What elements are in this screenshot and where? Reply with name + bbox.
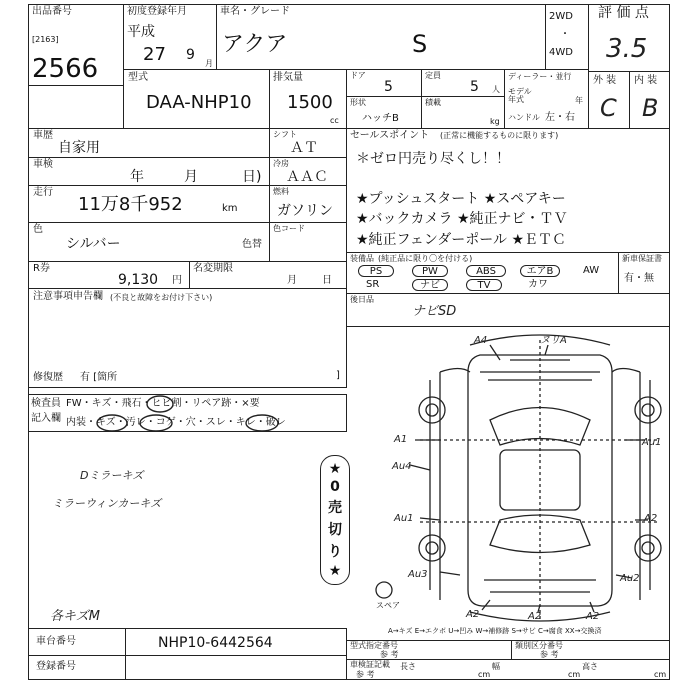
recycle-unit: 円	[172, 275, 182, 286]
doors-label: ドア	[350, 71, 366, 80]
color-change-label: 色替	[242, 239, 262, 250]
classification-ref: 参 考	[540, 650, 559, 659]
damage-mark: A2	[644, 513, 658, 524]
classification-label: 類別区分番号	[515, 641, 563, 650]
doors-value: 5	[384, 79, 393, 95]
damage-mark: A4	[474, 335, 488, 346]
aftermarket-value: ナビSD	[412, 304, 457, 319]
selling-points-label: セールスポイント	[350, 130, 430, 141]
cert-label: 車検証記載	[350, 660, 390, 669]
height-label: 高さ	[582, 662, 598, 671]
ac-value: ＡＡＣ	[286, 169, 328, 185]
wheel	[419, 535, 445, 561]
damage-mark: Au1	[642, 437, 662, 448]
capacity-value: 5	[470, 79, 479, 95]
inspection-day: 日)	[242, 169, 262, 185]
equip-ps: PS	[358, 265, 394, 277]
spare-tire	[376, 582, 392, 598]
wheel	[642, 404, 654, 416]
warranty-label: 新車保証書	[622, 254, 662, 263]
equipment-label: 装備品	[350, 254, 374, 263]
capacity-label: 定員	[425, 71, 441, 80]
capacity-unit: 人	[492, 85, 500, 94]
zero-sale-char: 切	[328, 522, 342, 538]
rating-label: 評 価 点	[598, 5, 649, 21]
type-designation-label: 型式指定番号	[350, 641, 398, 650]
zero-sale-char: り	[328, 544, 342, 560]
damage-mark: Au4	[392, 461, 412, 472]
wheel	[642, 542, 654, 554]
shape-value: ハッチB	[362, 113, 399, 124]
exterior-label: 外 装	[593, 75, 617, 86]
equip-airbag: エアB	[520, 265, 560, 277]
fuel-label: 燃料	[273, 187, 289, 196]
type-designation-ref: 参 考	[380, 650, 399, 659]
color-code-label: 色コード	[273, 224, 305, 233]
damage-mark: Au1	[394, 513, 414, 524]
chassis-label: 車台番号	[36, 636, 76, 647]
chassis-number: NHP10-6442564	[158, 635, 273, 651]
damage-mark: Au3	[408, 569, 428, 580]
dealer-label: ディーラー・並行	[508, 72, 572, 81]
rating-value: 3.5	[606, 34, 648, 64]
wheel	[635, 397, 661, 423]
inspector-label: 検査員	[31, 398, 61, 409]
zero-sale-char: ★	[328, 461, 342, 477]
usage-label: 車歴	[33, 130, 53, 141]
cert-ref: 参 考	[356, 670, 375, 679]
handle-value: 左・右	[545, 112, 575, 123]
tax-day: 日	[322, 275, 332, 286]
lot-code: [2163]	[32, 35, 59, 44]
exterior-grade: C	[600, 94, 617, 122]
shift-value: ＡＴ	[290, 140, 318, 156]
selling-point-line: ★プッシュスタート ★スペアキー	[356, 191, 566, 207]
selling-point-line: ＊ゼロ円売り尽くし！！	[356, 151, 510, 167]
year-unit: 年	[575, 96, 583, 105]
tax-month: 月	[287, 275, 297, 286]
handwritten-note: 各キズM	[50, 609, 100, 624]
handwritten-note: ミラーウィンカーキズ	[52, 497, 162, 510]
grade: S	[412, 30, 428, 58]
drive-2wd: 2WD	[549, 11, 573, 22]
first-reg-label: 初度登録年月	[127, 6, 187, 17]
height-unit: cm	[654, 670, 667, 679]
interior-grade: B	[642, 94, 659, 122]
zero-sale-char: 売	[328, 500, 342, 516]
inspection-month: 月	[184, 169, 198, 185]
equip-abs: ABS	[466, 265, 506, 277]
caution-label: 注意事項申告欄	[33, 291, 103, 302]
wheel	[426, 404, 438, 416]
wheel	[635, 535, 661, 561]
model-value: DAA-NHP10	[146, 92, 252, 113]
equip-pw: PW	[412, 265, 448, 277]
fuel-value: ガソリン	[277, 203, 333, 219]
inspection-year: 年	[130, 169, 144, 185]
caution-note: (不良と故障をお付け下さい)	[110, 293, 213, 302]
zero-sale-char: ★	[328, 563, 342, 579]
load-unit: kg	[490, 117, 500, 126]
lot-number: 2566	[32, 54, 99, 84]
color-value: シルバー	[66, 236, 121, 252]
repair-value: 有 [箇所	[80, 372, 118, 383]
ac-label: 冷房	[273, 159, 289, 168]
equip-sr: SR	[366, 279, 380, 290]
damage-mark: A1	[394, 434, 408, 445]
warranty-value: 有・無	[624, 273, 654, 284]
handle-label: ハンドル	[508, 113, 540, 122]
selling-point-line: ★純正フェンダーポール ★ＥＴＣ	[356, 232, 567, 248]
damage-mark: A2	[586, 611, 600, 622]
damage-mark: A2	[466, 609, 480, 620]
shape-label: 形状	[350, 98, 366, 107]
damage-mark: Au2	[620, 573, 640, 584]
reg-month: 9	[186, 47, 195, 63]
car-right-side	[612, 369, 650, 601]
aftermarket-label: 後日品	[350, 295, 374, 304]
drive-4wd: 4WD	[549, 47, 573, 58]
tax-label: 名変期限	[193, 263, 233, 274]
model-label: 型式	[128, 72, 148, 83]
lot-label: 出品番号	[32, 6, 72, 17]
mileage-label: 走行	[33, 187, 53, 198]
damage-legend: A→キズ E→エクボ U→凹み W→補修跡 S→サビ C→腐食 XX→交換済	[388, 627, 602, 635]
inspection-row-interior: 内装・キズ・汚レ・コゲ・穴・スレ・キレ・破レ	[66, 417, 286, 428]
model-year-label: モデル年式	[508, 87, 532, 104]
cert-cell	[346, 659, 670, 680]
handwritten-note: Dミラーキズ	[80, 469, 144, 482]
drive-dot: ・	[560, 29, 570, 40]
car-left-side	[430, 369, 470, 601]
shift-label: シフト	[273, 130, 297, 139]
displacement-unit: cc	[330, 116, 339, 125]
displacement-label: 排気量	[273, 72, 303, 83]
selling-point-line: ★バックカメラ ★純正ナビ・ＴＶ	[356, 211, 568, 227]
length-unit: cm	[478, 670, 491, 679]
length-label: 長さ	[400, 662, 416, 671]
equip-aw: AW	[583, 265, 600, 276]
color-label: 色	[33, 224, 43, 235]
repair-close: ]	[336, 370, 340, 381]
load-label: 積載	[425, 98, 441, 107]
selling-points-note: (正常に機能するものに限ります)	[440, 131, 559, 140]
recycle-value: 9,130	[118, 272, 159, 288]
zero-sale-char: 0	[330, 479, 340, 495]
damage-mark: A2	[528, 611, 542, 622]
inspector-label: 記入欄	[31, 413, 61, 424]
mileage-unit: km	[222, 203, 238, 214]
era: 平成	[127, 24, 155, 40]
displacement-value: 1500	[287, 92, 333, 113]
name-label: 車名・グレード	[220, 6, 290, 17]
month-unit: 月	[205, 59, 213, 68]
repair-label: 修復歴	[33, 372, 63, 383]
recycle-label: R券	[33, 263, 50, 274]
equipment-note: (純正品に限り〇を付ける)	[378, 254, 473, 263]
inspection-row-exterior: FW・キズ・飛石・ヒビ割・リペア跡・×要	[66, 398, 260, 409]
wheel	[426, 542, 438, 554]
reg-label: 登録番号	[36, 661, 76, 672]
wheel	[419, 397, 445, 423]
usage-value: 自家用	[58, 140, 100, 156]
equip-leather: カワ	[528, 279, 548, 290]
width-unit: cm	[568, 670, 581, 679]
equip-navi: ナビ	[412, 279, 448, 291]
inspection-date-label: 車検	[33, 159, 53, 170]
mileage-value: 11万8千952	[78, 194, 183, 215]
car-name: アクア	[222, 32, 288, 57]
width-label: 幅	[492, 662, 500, 671]
reg-year: 27	[143, 44, 166, 65]
equip-tv: TV	[466, 279, 502, 291]
interior-label: 内 装	[634, 75, 658, 86]
spare-label: スペア	[376, 601, 400, 610]
damage-mark: ヌリA	[540, 335, 567, 346]
